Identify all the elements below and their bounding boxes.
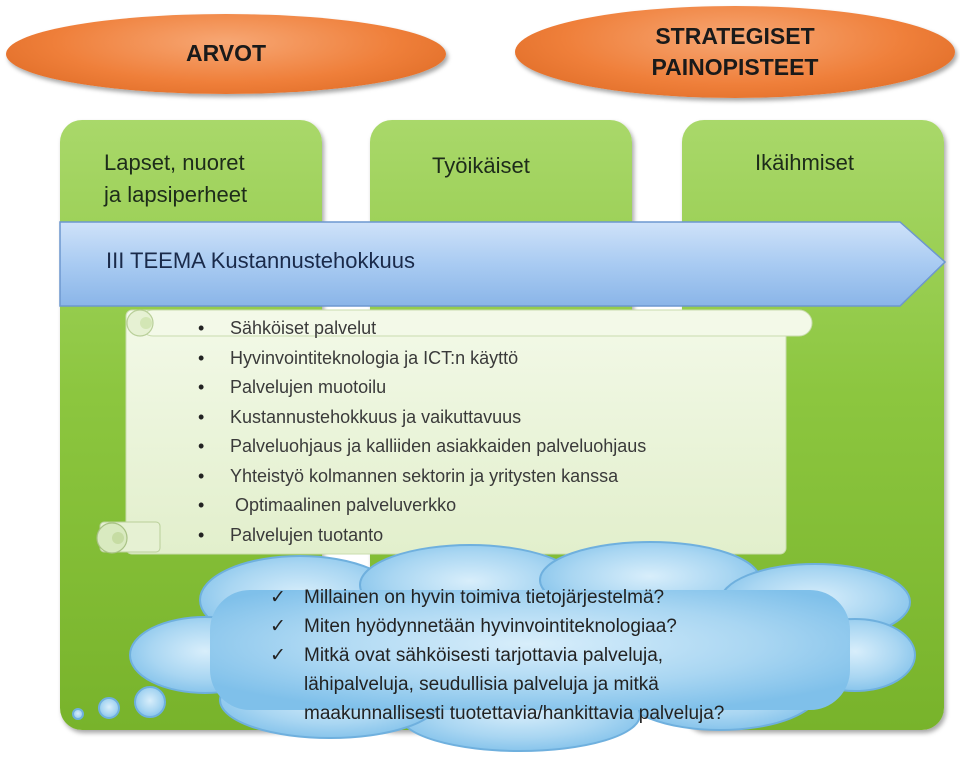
- list-item: • Palveluohjaus ja kalliiden asiakkaiden palveluohjaus: [198, 432, 646, 462]
- list-item: ✓ Mitkä ovat sähköisesti tarjottavia palveluja, lähipalveluja, seudullisia palveluja ja mitkä maakunnallisesti tuotettavia/hankittavia palveluja?: [270, 641, 724, 728]
- priorities-oval-line2: PAINOPISTEET: [651, 54, 819, 80]
- list-item: • Kustannustehokkuus ja vaikuttavuus: [198, 403, 646, 433]
- list-item: • Sähköiset palvelut: [198, 314, 646, 344]
- checkmark-icon: ✓: [270, 645, 286, 666]
- column-title-working-age: Työikäiset: [432, 153, 530, 178]
- checkmark-icon: ✓: [270, 587, 286, 608]
- column-title-elderly: Ikäihmiset: [755, 150, 855, 175]
- theme-banner-label: III TEEMA Kustannustehokkuus: [106, 248, 415, 273]
- checkmark-icon: ✓: [270, 616, 286, 637]
- list-item: • Palvelujen muotoilu: [198, 373, 646, 403]
- values-oval-label: ARVOT: [185, 40, 267, 67]
- list-item: • Hyvinvointiteknologia ja ICT:n käyttö: [198, 344, 646, 374]
- list-item: ✓ Miten hyödynnetään hyvinvointiteknologiaa?: [270, 612, 724, 641]
- list-item: ✓ Millainen on hyvin toimiva tietojärjestelmä?: [270, 583, 724, 612]
- list-item: • Palvelujen tuotanto: [198, 521, 646, 551]
- list-item: • Optimaalinen palveluverkko: [198, 491, 646, 521]
- scroll-bullet-list: [198, 314, 646, 550]
- list-item: • Yhteistyö kolmannen sektorin ja yritysten kanssa: [198, 462, 646, 492]
- cloud-question-list: [270, 583, 724, 728]
- column-title-children-families: Lapset, nuoret ja lapsiperheet: [104, 150, 248, 207]
- priorities-oval-line1: STRATEGISET: [655, 22, 815, 49]
